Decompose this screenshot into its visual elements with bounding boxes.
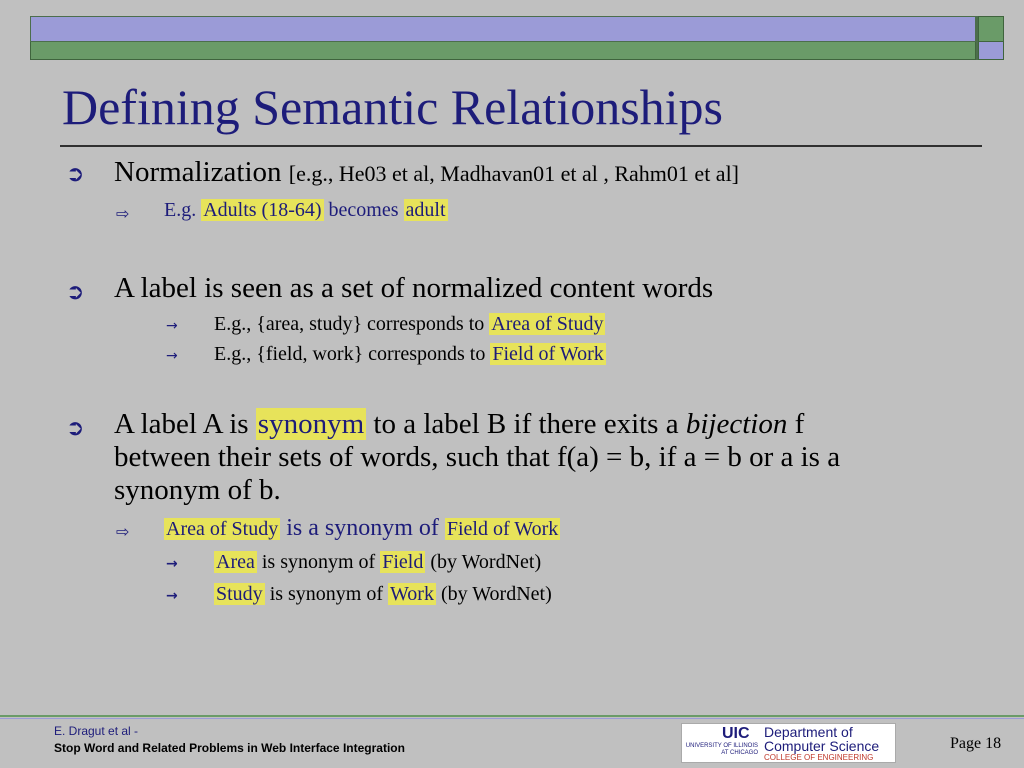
logo-university: UNIVERSITY OF ILLINOIS AT CHICAGO xyxy=(685,743,758,756)
highlight-adults: Adults (18-64) xyxy=(203,199,322,221)
sub-bullet-study-work xyxy=(214,583,552,606)
bullet-label-set: A label is seen as a set of normalized content words xyxy=(114,272,714,304)
footer-rule xyxy=(0,715,1024,717)
highlight-field: Field xyxy=(382,551,424,573)
highlight-field-of-work: Field of Work xyxy=(446,518,559,540)
sub-text: (by WordNet) xyxy=(430,551,542,573)
small-arrow-icon: → xyxy=(166,318,178,334)
small-arrow-icon: → xyxy=(166,556,178,572)
bullet-reference: [e.g., He03 et al, Madhavan01 et al , Rahm01 et al] xyxy=(288,161,740,186)
highlight-field-of-work: Field of Work xyxy=(492,343,604,365)
sub-bullet-example xyxy=(164,199,448,222)
logo-college: COLLEGE OF ENGINEERING xyxy=(764,753,874,762)
logo-department: Department of Computer Science xyxy=(764,724,880,754)
header-square-bottom xyxy=(978,42,1004,60)
curved-arrow-icon: ➲ xyxy=(66,416,85,441)
header-band-bottom xyxy=(30,42,976,60)
bullet-text: A label A is xyxy=(114,408,249,440)
footer-rule-accent xyxy=(0,718,1024,719)
bullet-text: to a label B if there exits a xyxy=(373,408,679,440)
curved-arrow-icon: ➲ xyxy=(66,162,85,187)
footer-talk-title: Stop Word and Related Problems in Web Interface Integration xyxy=(54,741,405,755)
sub-text: (by WordNet) xyxy=(440,583,552,605)
small-arrow-icon: → xyxy=(166,588,178,604)
curved-arrow-icon: ➲ xyxy=(66,280,85,305)
slide-title: Defining Semantic Relationships xyxy=(62,79,724,135)
highlight-area-of-study: Area of Study xyxy=(166,518,279,540)
highlight-synonym: synonym xyxy=(257,408,365,440)
bullet-main-text: Normalization xyxy=(114,156,282,188)
highlight-study: Study xyxy=(216,583,263,605)
hollow-arrow-icon: ⇨ xyxy=(116,522,130,541)
bullet-synonym-line3: synonym of b. xyxy=(114,474,281,506)
sub-bullet-area-field xyxy=(214,551,541,574)
bijection-term: bijection xyxy=(685,408,788,440)
highlight-area-of-study: Area of Study xyxy=(491,313,604,335)
sub-bullet-field-work xyxy=(214,343,606,366)
sub-bullet-synonym-example xyxy=(164,515,560,542)
bullet-normalization xyxy=(114,156,739,189)
footer-author: E. Dragut et al - xyxy=(54,724,139,738)
bullet-text: f xyxy=(794,408,805,440)
sub-bullet-area-study xyxy=(214,313,605,336)
sub-text: is synonym of xyxy=(269,583,384,605)
bullet-synonym-line2: between their sets of words, such that f(a) = b, if a = b or a is a xyxy=(114,441,841,473)
header-band-top xyxy=(30,16,976,42)
header-square-top xyxy=(978,16,1004,42)
bullet-synonym-line1 xyxy=(114,408,804,441)
hollow-arrow-icon: ⇨ xyxy=(116,204,130,223)
example-prefix: E.g. xyxy=(164,199,197,221)
highlight-adult: adult xyxy=(405,199,446,221)
small-arrow-icon: → xyxy=(166,348,178,364)
uic-logo xyxy=(681,723,896,763)
sub-text: E.g., {field, work} corresponds to xyxy=(214,343,486,365)
sub-text: is synonym of xyxy=(261,551,376,573)
synonym-mid: is a synonym of xyxy=(286,515,439,541)
header-divider xyxy=(976,16,978,60)
title-rule xyxy=(60,145,982,147)
highlight-area: Area xyxy=(216,551,255,573)
sub-text: E.g., {area, study} corresponds to xyxy=(214,313,485,335)
logo-uic: UIC xyxy=(722,725,750,742)
page-number: Page 18 xyxy=(950,735,1002,752)
example-mid: becomes xyxy=(328,199,399,221)
highlight-work: Work xyxy=(390,583,434,605)
